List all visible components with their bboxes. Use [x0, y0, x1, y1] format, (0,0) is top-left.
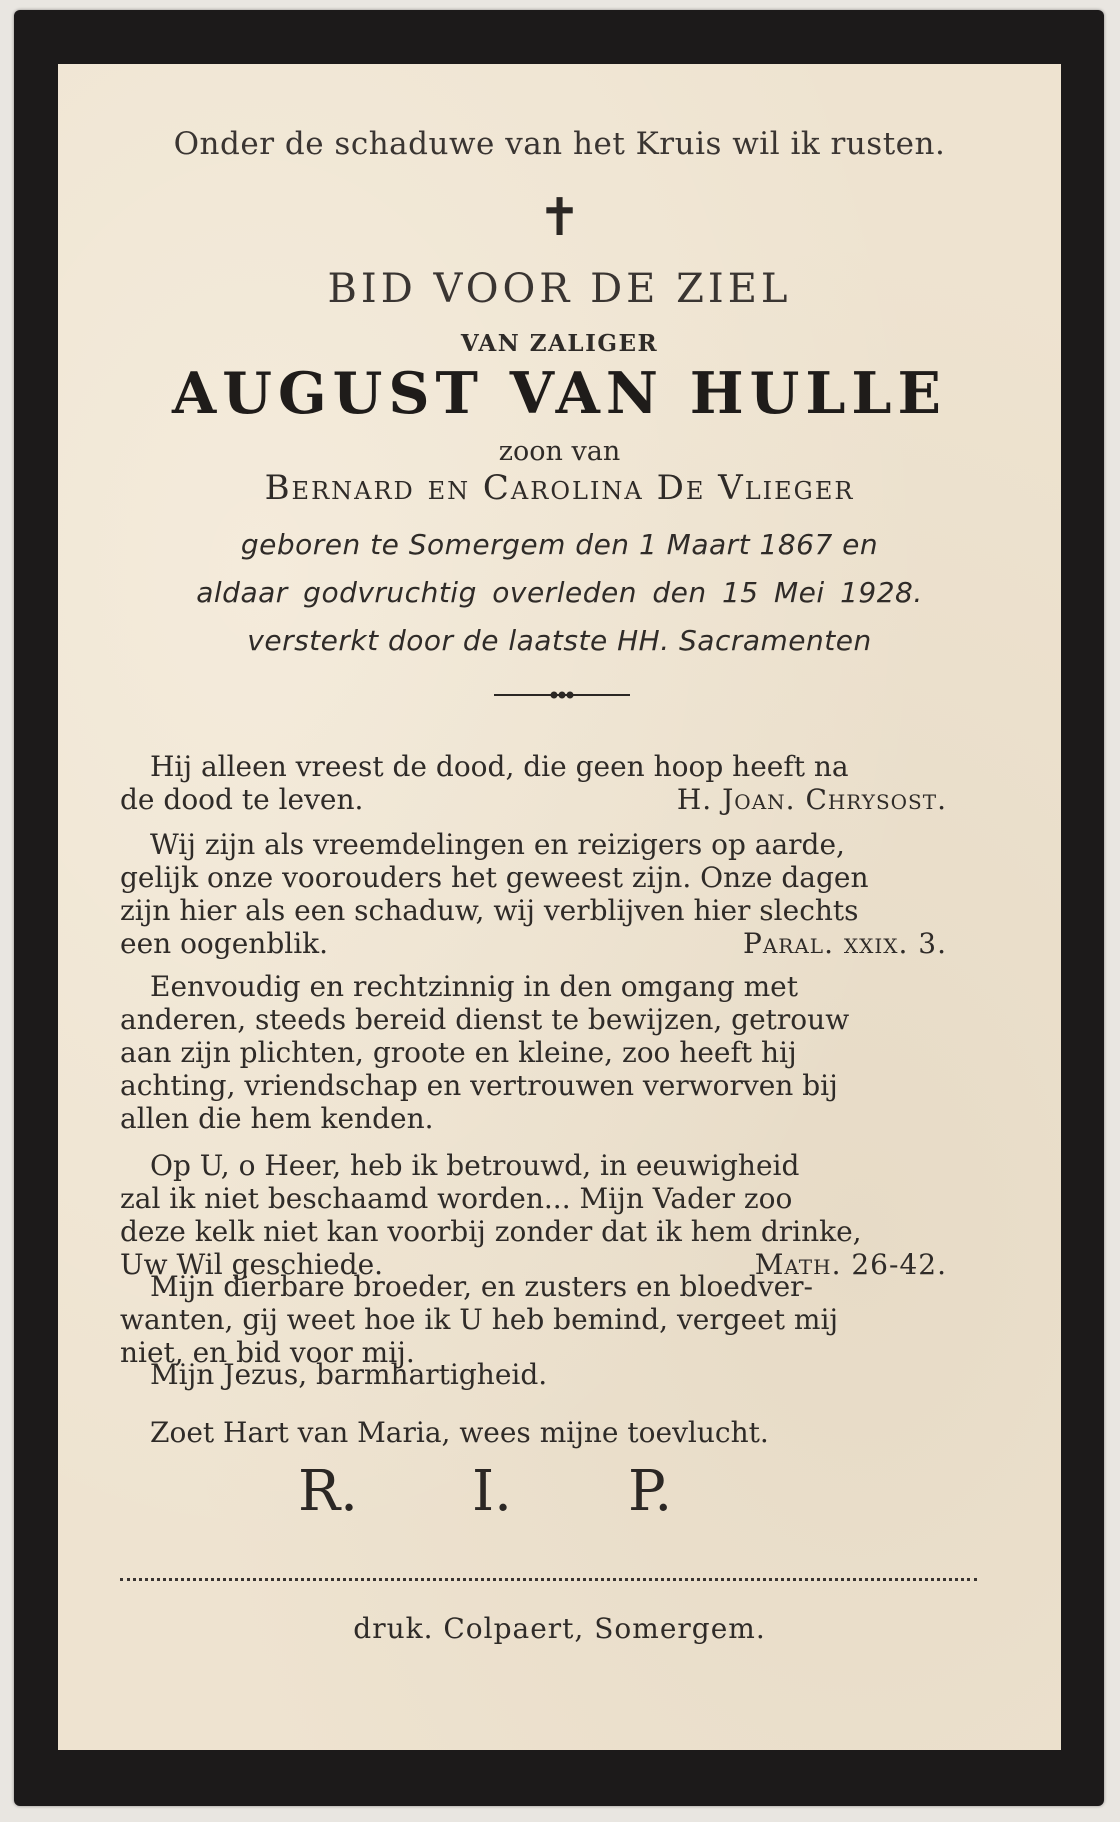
text-line: aan zijn plichten, groote en kleine, zoo heeft hij	[120, 1036, 797, 1069]
character-paragraph	[120, 970, 977, 1135]
quote-chrysostom	[120, 750, 977, 816]
text-line: de dood te leven.	[120, 783, 364, 816]
text-line: Hij alleen vreest de dood, die geen hoop heeft na	[150, 750, 849, 783]
text-line: Wij zijn als vreemdelingen en reizigers op aarde,	[150, 828, 845, 861]
quote-paralipomenon	[120, 828, 977, 960]
ornament-divider	[494, 690, 630, 700]
prayer-heading: BID VOOR DE ZIEL	[327, 266, 792, 312]
card-paper	[58, 64, 1061, 1750]
text-line: Op U, o Heer, heb ik betrouwd, in eeuwigheid	[150, 1149, 800, 1182]
text-line: Uw Wil geschiede.	[120, 1248, 384, 1281]
parents-names: Bernard en Carolina De Vlieger	[264, 468, 855, 508]
text-line: Zoet Hart van Maria, wees mijne toevlucht.	[150, 1416, 769, 1449]
memorial-card	[14, 10, 1104, 1806]
text-line: een oogenblik.	[120, 927, 329, 960]
quote-source: Paral. xxix. 3.	[743, 927, 947, 960]
farewell-paragraph	[120, 1270, 977, 1369]
quote-source: H. Joan. Chrysost.	[676, 783, 947, 816]
dotted-rule	[120, 1578, 977, 1581]
text-line: allen die hem kenden.	[120, 1102, 434, 1135]
text-line: Mijn dierbare broeder, en zusters en bloedver-	[150, 1270, 813, 1303]
birth-line: geboren te Somergem den 1 Maart 1867 en	[240, 528, 879, 561]
rip-i: I.	[472, 1459, 512, 1524]
motto-text: Onder de schaduwe van het Kruis wil ik rusten.	[173, 126, 946, 162]
cross-icon: ✝	[537, 188, 582, 248]
rip-p: P.	[628, 1459, 673, 1524]
text-line-with-source	[120, 927, 977, 960]
deceased-name: AUGUST VAN HULLE	[172, 360, 947, 427]
text-line: gelijk onze voorouders het geweest zijn. Onze dagen	[120, 861, 869, 894]
text-line: achting, vriendschap en vertrouwen verworven bij	[120, 1069, 838, 1102]
text-line: deze kelk niet kan voorbij zonder dat ik hem drinke,	[120, 1215, 862, 1248]
invocation-jesus	[120, 1358, 977, 1391]
quote-matthew	[120, 1149, 977, 1281]
death-line: aldaar godvruchtig overleden den 15 Mei 1928.	[196, 576, 923, 609]
text-line: wanten, gij weet hoe ik U heb bemind, vergeet mij	[120, 1303, 839, 1336]
text-line-with-source	[120, 783, 977, 816]
text-line: Mijn Jezus, barmhartigheid.	[150, 1358, 548, 1391]
zoon-van-label: zoon van	[498, 436, 621, 467]
quote-source: Math. 26-42.	[754, 1248, 947, 1281]
text-line: zijn hier als een schaduw, wij verblijven hier slechts	[120, 894, 859, 927]
rip-r: R.	[298, 1459, 358, 1524]
text-line: Eenvoudig en rechtzinnig in den omgang met	[150, 970, 799, 1003]
van-zaliger-label: VAN ZALIGER	[460, 330, 659, 357]
text-line: anderen, steeds bereid dienst te bewijzen, getrouw	[120, 1003, 850, 1036]
rip-inscription	[58, 1459, 1061, 1529]
sacraments-line: versterkt door de laatste HH. Sacramenten	[247, 624, 872, 657]
invocation-maria	[120, 1416, 977, 1449]
text-line: zal ik niet beschaamd worden... Mijn Vader zoo	[120, 1182, 793, 1215]
text-line: niet, en bid voor mij.	[120, 1336, 415, 1369]
printer-credit: druk. Colpaert, Somergem.	[353, 1612, 766, 1645]
